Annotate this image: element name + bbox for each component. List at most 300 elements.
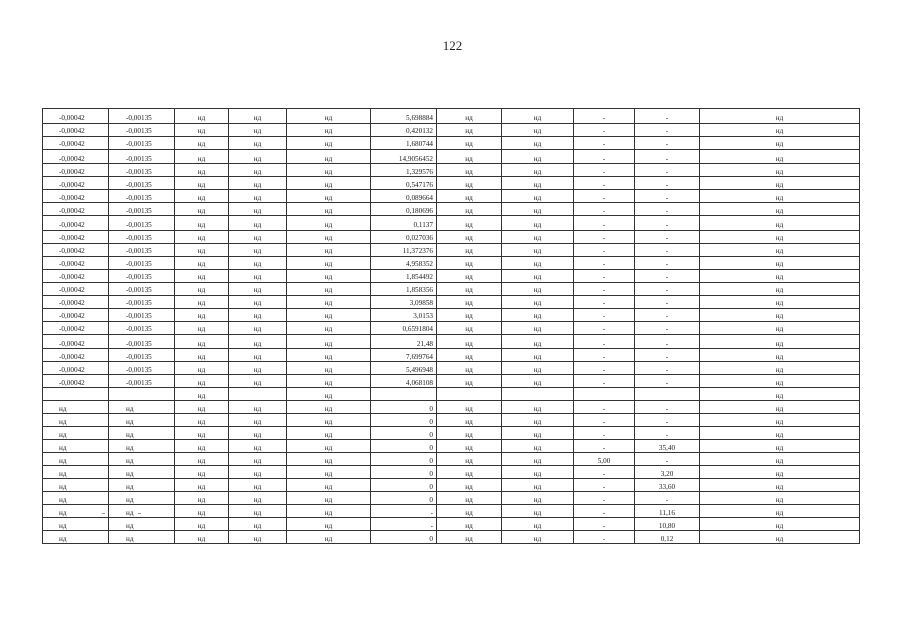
table-cell: нд: [175, 334, 229, 349]
table-cell: нд: [700, 453, 860, 466]
table-cell: нд: [437, 203, 502, 216]
table-cell: -: [635, 243, 700, 256]
table-cell: нд: [502, 414, 574, 427]
table-cell: -0,00135: [109, 230, 175, 243]
table-cell: -: [635, 282, 700, 295]
table-cell: нд: [175, 123, 229, 136]
table-cell: -: [635, 230, 700, 243]
table-row: [43, 453, 860, 466]
table-cell: нд: [229, 362, 287, 375]
table-cell: нд: [700, 164, 860, 177]
table-cell: 0: [371, 466, 437, 479]
table-row: [43, 136, 860, 149]
table-cell: нд: [502, 531, 574, 544]
table-cell: -: [635, 177, 700, 190]
table-row: [43, 177, 860, 190]
table-cell: нд: [287, 505, 371, 518]
table-cell: нд: [437, 190, 502, 203]
table-cell: нд: [700, 243, 860, 256]
table-cell: -0,00042: [43, 308, 109, 321]
table-cell: нд: [437, 492, 502, 505]
table-cell: нд: [700, 216, 860, 231]
table-cell: нд: [700, 414, 860, 427]
table-cell: нд: [229, 349, 287, 362]
table-cell: нд: [229, 308, 287, 321]
table-cell: -: [635, 453, 700, 466]
table-cell: нд: [229, 177, 287, 190]
table-cell: нд: [287, 282, 371, 295]
table-cell: нд: [700, 256, 860, 269]
table-cell: -: [574, 109, 635, 124]
table-cell: нд: [437, 453, 502, 466]
table-row: [43, 216, 860, 231]
table-cell: нд: [229, 164, 287, 177]
table-cell: нд: [437, 440, 502, 453]
table-cell: нд: [437, 230, 502, 243]
table-cell: нд: [287, 203, 371, 216]
table-row: [43, 230, 860, 243]
table-cell: 0,180696: [371, 203, 437, 216]
table-cell: -: [574, 164, 635, 177]
table-cell: нд: [700, 123, 860, 136]
table-cell: -: [635, 295, 700, 308]
table-cell: [229, 388, 287, 401]
table-cell: нд: [175, 243, 229, 256]
table-cell: нд: [437, 149, 502, 164]
table-cell: -: [574, 401, 635, 414]
table-cell: нд: [502, 321, 574, 334]
table-cell: -: [574, 203, 635, 216]
table-cell: нд: [700, 362, 860, 375]
table-cell: нд: [502, 282, 574, 295]
table-cell: нд: [700, 388, 860, 401]
table-cell: -0,00135: [109, 362, 175, 375]
table-cell: 21,48: [371, 334, 437, 349]
table-cell: -: [635, 136, 700, 149]
table-cell: нд: [43, 440, 109, 453]
table-cell: -0,00135: [109, 321, 175, 334]
table-cell: нд: [287, 216, 371, 231]
table-cell: нд: [700, 136, 860, 149]
table-cell: нд: [229, 190, 287, 203]
table-cell: нд: [175, 177, 229, 190]
table-cell: -: [635, 109, 700, 124]
table-cell: -0,00042: [43, 149, 109, 164]
table-cell: нд: [43, 466, 109, 479]
table-cell: нд: [502, 269, 574, 282]
table-cell: -0,00042: [43, 282, 109, 295]
table-cell: нд: [502, 466, 574, 479]
table-cell: нд: [437, 269, 502, 282]
table-cell: нд: [175, 269, 229, 282]
table-cell: -0,00042: [43, 321, 109, 334]
table-cell: нд: [287, 362, 371, 375]
table-cell: нд: [437, 164, 502, 177]
table-cell: нд: [229, 269, 287, 282]
table-cell: 0: [371, 479, 437, 492]
table-row: [43, 282, 860, 295]
table-cell: нд: [229, 531, 287, 544]
table-cell: нд: [437, 243, 502, 256]
table-cell: нд: [700, 230, 860, 243]
table-cell: -: [574, 505, 635, 518]
table-cell: нд: [700, 295, 860, 308]
table-cell: 0,089664: [371, 190, 437, 203]
table-cell: 0: [371, 492, 437, 505]
table-cell: нд: [700, 177, 860, 190]
table-row: [43, 362, 860, 375]
table-cell: нд: [437, 136, 502, 149]
table-cell: нд: [229, 466, 287, 479]
table-cell: -0,00042: [43, 190, 109, 203]
table-cell: нд: [175, 295, 229, 308]
table-cell: [43, 388, 109, 401]
table-cell: 1,854492: [371, 269, 437, 282]
table-cell: нд: [229, 440, 287, 453]
table-cell: нд: [502, 505, 574, 518]
table-cell: нд: [437, 321, 502, 334]
table-cell: -0,00042: [43, 136, 109, 149]
table-cell: нд: [502, 164, 574, 177]
table-cell: нд: [287, 190, 371, 203]
table-cell: нд: [287, 256, 371, 269]
table-cell: нд: [43, 427, 109, 440]
table-cell: нд: [109, 531, 175, 544]
table-cell: 0: [371, 427, 437, 440]
table-cell: -: [574, 362, 635, 375]
table-cell: нд: [175, 149, 229, 164]
table-cell: нд: [700, 308, 860, 321]
table-cell: 3,0153: [371, 308, 437, 321]
table-cell: нд: [502, 349, 574, 362]
table-cell: нд: [109, 427, 175, 440]
table-cell: нд: [700, 349, 860, 362]
table-cell: 4,068108: [371, 375, 437, 388]
table-cell: нд: [700, 401, 860, 414]
table-cell: 7,699764: [371, 349, 437, 362]
table-cell: -0,00135: [109, 349, 175, 362]
table-cell: 0,547176: [371, 177, 437, 190]
table-cell: -0,00042: [43, 203, 109, 216]
table-cell: нд: [700, 109, 860, 124]
table-cell: -0,00042: [43, 177, 109, 190]
table-cell: нд: [502, 427, 574, 440]
table-row: [43, 190, 860, 203]
table-cell: -: [574, 308, 635, 321]
table-cell: нд: [229, 136, 287, 149]
table-cell: [437, 388, 502, 401]
table-cell: нд: [287, 149, 371, 164]
table-row: [43, 427, 860, 440]
table-cell: -0,00042: [43, 216, 109, 231]
table-cell: нд: [287, 334, 371, 349]
table-cell: -0,00042: [43, 295, 109, 308]
table-cell: нд: [502, 149, 574, 164]
table-cell: -0,00042: [43, 269, 109, 282]
table-cell: нд: [287, 531, 371, 544]
table-cell: -: [574, 375, 635, 388]
table-cell: нд: [175, 282, 229, 295]
table-cell: нд: [175, 492, 229, 505]
table-cell: нд: [437, 531, 502, 544]
table-cell: нд: [109, 401, 175, 414]
table-cell: -: [574, 427, 635, 440]
table-row: [43, 349, 860, 362]
table-cell: нд: [502, 109, 574, 124]
table-cell: -0,00135: [109, 269, 175, 282]
table-cell: нд: [437, 123, 502, 136]
table-cell: -: [574, 492, 635, 505]
table-cell: нд: [437, 109, 502, 124]
table-cell: -0,00135: [109, 177, 175, 190]
table-row: [43, 256, 860, 269]
table-cell: нд: [437, 334, 502, 349]
table-cell: -: [635, 334, 700, 349]
table-cell: нд: [437, 518, 502, 531]
table-cell: нд: [700, 466, 860, 479]
table-body: [43, 109, 860, 544]
table-cell: 0,12: [635, 531, 700, 544]
table-cell: нд: [437, 427, 502, 440]
table-cell: -: [635, 123, 700, 136]
table-cell: 0,1137: [371, 216, 437, 231]
table-cell: нд: [437, 177, 502, 190]
table-cell: -: [574, 414, 635, 427]
table-cell: нд: [229, 295, 287, 308]
table-cell: -: [574, 177, 635, 190]
table-cell: нд: [437, 256, 502, 269]
table-cell: нд: [109, 440, 175, 453]
table-cell: нд: [502, 375, 574, 388]
table-cell: -: [635, 164, 700, 177]
table-cell: нд: [287, 466, 371, 479]
table-row: [43, 321, 860, 334]
table-cell: нд: [175, 453, 229, 466]
table-cell: -: [574, 190, 635, 203]
table-cell: нд: [437, 282, 502, 295]
table-cell: [574, 388, 635, 401]
table-cell: нд: [287, 492, 371, 505]
table-cell: нд: [175, 479, 229, 492]
table-cell: нд: [109, 492, 175, 505]
table-cell: нд: [700, 492, 860, 505]
table-cell: -0,00042: [43, 109, 109, 124]
table-cell: -: [574, 149, 635, 164]
table-cell: 1,329576: [371, 164, 437, 177]
table-cell: нд: [437, 401, 502, 414]
table-cell: -0,00042: [43, 123, 109, 136]
table-cell: нд: [700, 282, 860, 295]
table-cell: нд: [287, 427, 371, 440]
table-cell: нд: [175, 164, 229, 177]
table-cell: нд: [229, 256, 287, 269]
table-cell: нд: [502, 216, 574, 231]
table-cell: нд: [287, 177, 371, 190]
table-cell: -: [635, 414, 700, 427]
table-cell: нд: [502, 190, 574, 203]
table-cell: -: [635, 190, 700, 203]
table-row: [43, 401, 860, 414]
table-cell: нд: [109, 479, 175, 492]
table-cell: нд: [502, 308, 574, 321]
table-cell: нд: [229, 453, 287, 466]
table-cell: 0: [371, 414, 437, 427]
table-cell: нд: [287, 308, 371, 321]
table-cell: нд: [287, 321, 371, 334]
table-cell: нд: [43, 518, 109, 531]
table-cell: -: [635, 149, 700, 164]
table-cell: -: [574, 230, 635, 243]
table-row: [43, 308, 860, 321]
table-cell: 3,20: [635, 466, 700, 479]
table-cell: нд: [229, 321, 287, 334]
table-cell: нд: [700, 518, 860, 531]
table-cell: нд: [175, 308, 229, 321]
table-row: [43, 243, 860, 256]
table-row: [43, 492, 860, 505]
table-cell: [502, 388, 574, 401]
table-cell: нд: [700, 203, 860, 216]
table-cell: нд: [175, 362, 229, 375]
table-cell: нд: [502, 479, 574, 492]
table-cell: нд: [229, 427, 287, 440]
table-cell: нд: [502, 362, 574, 375]
table-cell: -: [635, 427, 700, 440]
table-cell: -0,00042: [43, 243, 109, 256]
table-cell: нд: [502, 136, 574, 149]
table-cell: нд: [700, 269, 860, 282]
table-cell: нд: [437, 505, 502, 518]
table-cell: нд: [109, 453, 175, 466]
table-cell: -: [371, 505, 437, 518]
table-cell: -0,00135: [109, 190, 175, 203]
table-cell: нд: [229, 492, 287, 505]
table-row: [43, 109, 860, 124]
table-cell: нд: [287, 123, 371, 136]
table-cell: нд: [502, 334, 574, 349]
table-cell: нд: [502, 256, 574, 269]
table-cell: нд: [43, 414, 109, 427]
table-cell: -: [574, 123, 635, 136]
table-row: [43, 505, 860, 518]
table-row: [43, 149, 860, 164]
table-cell: нд: [502, 492, 574, 505]
table-cell: -: [635, 269, 700, 282]
table-cell: нд: [437, 308, 502, 321]
table-cell: 0,6591804: [371, 321, 437, 334]
table-cell: нд: [43, 479, 109, 492]
table-cell: нд: [229, 505, 287, 518]
table-cell: нд: [287, 349, 371, 362]
table-cell: нд: [229, 216, 287, 231]
table-cell: -0,00042: [43, 362, 109, 375]
table-cell: [635, 388, 700, 401]
table-cell: -0,00135: [109, 136, 175, 149]
table-cell: нд: [175, 136, 229, 149]
table-cell: нд: [109, 414, 175, 427]
table-cell: нд: [43, 505, 109, 518]
table-cell: нд: [502, 123, 574, 136]
table-row: [43, 295, 860, 308]
table-cell: -: [635, 375, 700, 388]
table-row: [43, 388, 860, 401]
table-row: [43, 203, 860, 216]
table-cell: нд: [175, 531, 229, 544]
table-cell: нд: [287, 375, 371, 388]
table-cell: нд: [175, 216, 229, 231]
table-cell: нд: [175, 427, 229, 440]
table-cell: нд: [287, 414, 371, 427]
table-cell: нд: [502, 401, 574, 414]
table-cell: нд: [700, 321, 860, 334]
table-cell: -0,00042: [43, 230, 109, 243]
table-cell: нд: [175, 321, 229, 334]
table-cell: [371, 388, 437, 401]
table-cell: нд: [700, 531, 860, 544]
table-cell: нд: [700, 334, 860, 349]
table-cell: нд: [175, 518, 229, 531]
table-cell: -0,00135: [109, 308, 175, 321]
table-cell: нд: [437, 479, 502, 492]
table-cell: 1,858356: [371, 282, 437, 295]
table-cell: -: [635, 401, 700, 414]
table-cell: нд: [229, 518, 287, 531]
table-cell: -: [635, 308, 700, 321]
table-cell: 10,80: [635, 518, 700, 531]
table-cell: -: [574, 269, 635, 282]
table-cell: -: [574, 295, 635, 308]
table-cell: -: [574, 440, 635, 453]
table-cell: -0,00135: [109, 243, 175, 256]
table-cell: -: [574, 531, 635, 544]
table-cell: нд: [502, 177, 574, 190]
table-cell: -: [635, 216, 700, 231]
table-cell: 0,027036: [371, 230, 437, 243]
table-cell: -: [635, 362, 700, 375]
page-number: 122: [442, 38, 463, 53]
table-cell: 3,09858: [371, 295, 437, 308]
table-cell: нд: [175, 375, 229, 388]
table-cell: нд: [700, 427, 860, 440]
table-cell: нд: [229, 243, 287, 256]
table-cell: -0,00135: [109, 109, 175, 124]
data-table: [42, 108, 860, 544]
table-cell: нд: [437, 375, 502, 388]
table-cell: нд: [437, 362, 502, 375]
table-cell: -: [371, 518, 437, 531]
table-cell: -: [574, 518, 635, 531]
scan-specks: [102, 513, 142, 515]
table-cell: нд: [437, 414, 502, 427]
table-row: [43, 414, 860, 427]
table-cell: -0,00135: [109, 203, 175, 216]
table-cell: нд: [287, 479, 371, 492]
table-cell: нд: [43, 453, 109, 466]
table-cell: 14,9056452: [371, 149, 437, 164]
table-row: [43, 518, 860, 531]
table-cell: нд: [175, 440, 229, 453]
table-cell: нд: [43, 401, 109, 414]
table-cell: нд: [175, 230, 229, 243]
table-cell: нд: [109, 505, 175, 518]
table-cell: нд: [229, 230, 287, 243]
table-cell: -0,00135: [109, 216, 175, 231]
table-cell: нд: [700, 440, 860, 453]
table-row: [43, 123, 860, 136]
table-cell: -: [574, 321, 635, 334]
table-cell: нд: [287, 136, 371, 149]
table-cell: -: [635, 492, 700, 505]
